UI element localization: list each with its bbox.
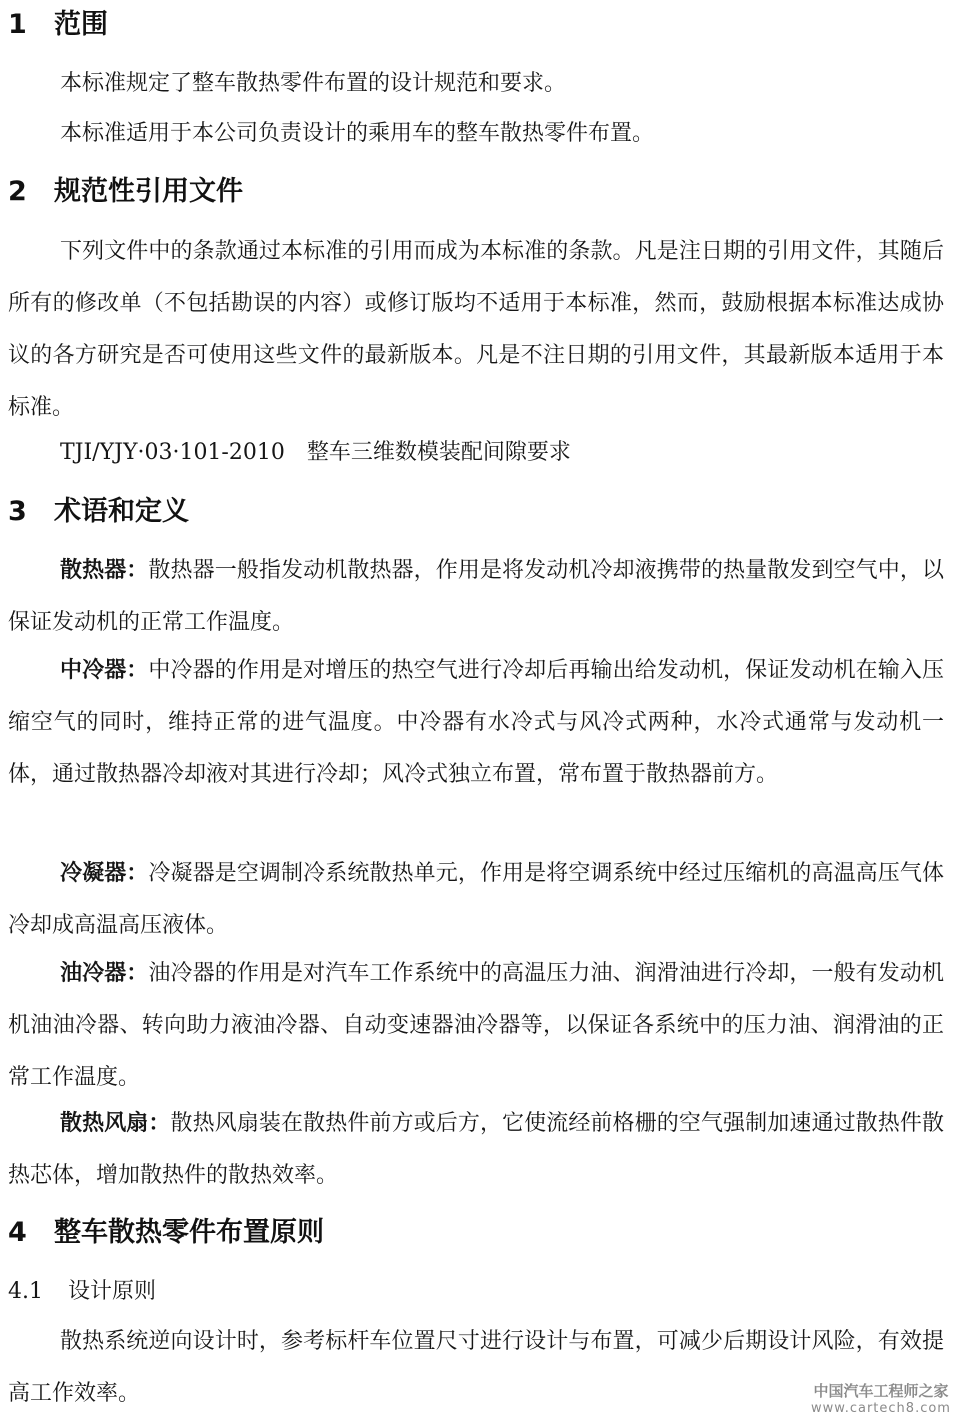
term-label: 散热风扇：	[60, 1111, 171, 1136]
section-4-heading	[8, 1216, 324, 1250]
subsection-number: 4.1	[8, 1279, 43, 1304]
section-number: 3	[8, 496, 27, 527]
term-definition	[8, 848, 944, 952]
watermark-site-name: 中国汽车工程师之家	[813, 1382, 949, 1400]
section-number: 2	[8, 176, 27, 207]
term-text: 冷凝器是空调制冷系统散热单元，作用是将空调系统中经过压缩机的高温高压气体冷却成高温高压液体。	[8, 861, 944, 938]
term-definition	[8, 645, 944, 801]
reference-title: 整车三维数模装配间隙要求	[306, 440, 571, 465]
term-text: 散热器一般指发动机散热器，作用是将发动机冷却液携带的热量散发到空气中，以保证发动机的正常工作温度。	[8, 558, 944, 635]
term-text: 中冷器的作用是对增压的热空气进行冷却后再输出给发动机，保证发动机在输入压缩空气的同时，维持正常的进气温度。中冷器有水冷式与风冷式两种，水冷式通常与发动机一体，通过散热器冷却液对其进行冷却；风冷式独立布置，常布置于散热器前方。	[8, 658, 944, 787]
section-number: 1	[8, 9, 27, 40]
normative-reference	[60, 438, 571, 468]
paragraph: 下列文件中的条款通过本标准的引用而成为本标准的条款。凡是注日期的引用文件，其随后所有的修改单（不包括勘误的内容）或修订版均不适用于本标准，然而，鼓励根据本标准达成协议的各方研究是否可使用这些文件的最新版本。凡是不注日期的引用文件，其最新版本适用于本标准。	[8, 239, 944, 420]
term-label: 油冷器：	[60, 961, 149, 986]
reference-code: TJI/YJY·03·101-2010	[60, 440, 285, 465]
section-3-heading	[8, 495, 189, 529]
subsection-4-1-heading	[8, 1277, 156, 1307]
section-1-heading	[8, 8, 108, 42]
site-watermark	[806, 1381, 956, 1417]
section-title: 规范性引用文件	[54, 176, 243, 207]
paragraph: 本标准适用于本公司负责设计的乘用车的整车散热零件布置。	[60, 121, 655, 146]
section-2-heading	[8, 175, 243, 209]
term-definition	[8, 1098, 944, 1202]
section-title: 整车散热零件布置原则	[54, 1217, 324, 1248]
term-text: 油冷器的作用是对汽车工作系统中的高温压力油、润滑油进行冷却，一般有发动机机油油冷器、转向助力液油冷器、自动变速器油冷器等，以保证各系统中的压力油、润滑油的正常工作温度。	[8, 961, 944, 1090]
term-label: 散热器：	[60, 558, 149, 583]
term-text: 散热风扇装在散热件前方或后方，它使流经前格栅的空气强制加速通过散热件散热芯体，增加散热件的散热效率。	[8, 1111, 944, 1188]
paragraph: 本标准规定了整车散热零件布置的设计规范和要求。	[60, 71, 567, 96]
paragraph: 散热系统逆向设计时，参考标杆车位置尺寸进行设计与布置，可减少后期设计风险，有效提高工作效率。	[8, 1329, 944, 1406]
term-label: 冷凝器：	[60, 861, 149, 886]
term-definition	[8, 948, 944, 1104]
section-title: 术语和定义	[54, 496, 189, 527]
watermark-url: www.cartech8.com	[811, 1401, 951, 1416]
term-definition	[8, 545, 944, 649]
term-label: 中冷器：	[60, 658, 149, 683]
section-number: 4	[8, 1217, 27, 1248]
section-title: 范围	[54, 9, 108, 40]
subsection-title: 设计原则	[68, 1279, 157, 1304]
